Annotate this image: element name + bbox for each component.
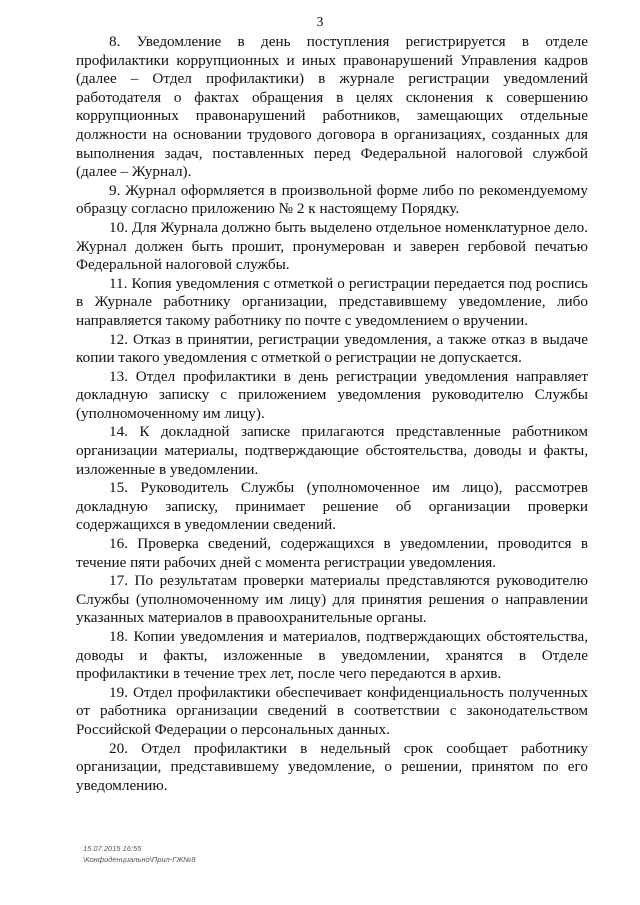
paragraph-9: 9. Журнал оформляется в произвольной форме либо по рекомендуемому образцу согласно приложению № 2 к настоящему Порядку. (76, 181, 588, 218)
paragraph-10: 10. Для Журнала должно быть выделено отдельное номенклатурное дело. Журнал должен быть прошит, пронумерован и заверен гербовой печатью Федеральной налоговой службы. (76, 218, 588, 274)
paragraph-13: 13. Отдел профилактики в день регистрации уведомления направляет докладную записку с приложением уведомления руководителю Службы (уполномоченному им лицу). (76, 367, 588, 422)
paragraph-19: 19. Отдел профилактики обеспечивает конфиденциальность полученных от работника организации сведений в соответствии с законодательством Российской Федерации о персональных данных. (76, 683, 588, 738)
footer-timestamp: 15.07.2015 16:55 (83, 844, 142, 853)
paragraph-20: 20. Отдел профилактики в недельный срок сообщает работнику организации, представившему уведомление, о решении, принятом по его уведомлению. (76, 739, 588, 794)
paragraph-16: 16. Проверка сведений, содержащихся в уведомлении, проводится в течение пяти рабочих дней с момента регистрации уведомления. (76, 535, 588, 571)
paragraph-11: 11. Копия уведомления с отметкой о регистрации передается под роспись в Журнале работнику организации, представившему уведомление, либо направляется такому работнику по почте с уведомлением о вручении. (76, 274, 588, 329)
page-number: 3 (316, 14, 324, 29)
paragraph-14: 14. К докладной записке прилагаются представленные работником организации материалы, подтверждающие обстоятельства, доводы и факты, изложенные в уведомлении. (76, 423, 588, 478)
paragraph-17: 17. По результатам проверки материалы представляются руководителю Службы (уполномоченному им лицу) для принятия решения о направлении указанных материалов в правоохранительные органы. (76, 572, 588, 627)
document-body (76, 33, 588, 795)
paragraph-18: 18. Копии уведомления и материалов, подтверждающих обстоятельства, доводы и факты, изложенные в уведомлении, хранятся в Отделе профилактики в течение трех лет, после чего передаются в архив. (76, 628, 588, 683)
paragraph-12: 12. Отказ в принятии, регистрации уведомления, а также отказ в выдаче копии такого уведомления с отметкой о регистрации не допускается. (76, 330, 588, 367)
footer-stamp (83, 843, 196, 865)
paragraph-15: 15. Руководитель Службы (уполномоченное им лицо), рассмотрев докладную записку, принимает решение об организации проверки содержащихся в уведомлении сведений. (76, 479, 588, 534)
footer-file-ref: \Конфиденциально\Прил-ГЖ№8 (83, 855, 196, 864)
paragraph-8: 8. Уведомление в день поступления регистрируется в отделе профилактики коррупционных и иных правонарушений Управления кадров (далее – Отдел профилактики) в журнале регистрации уведомлений работодателя о фактах обращения в целях склонения к совершению коррупционных правонарушений работников, замещающих отдельные должности на основании трудового договора в организациях, созданных для выполнения задач, поставленных перед Федеральной налоговой службой (далее – Журнал). (76, 33, 588, 181)
